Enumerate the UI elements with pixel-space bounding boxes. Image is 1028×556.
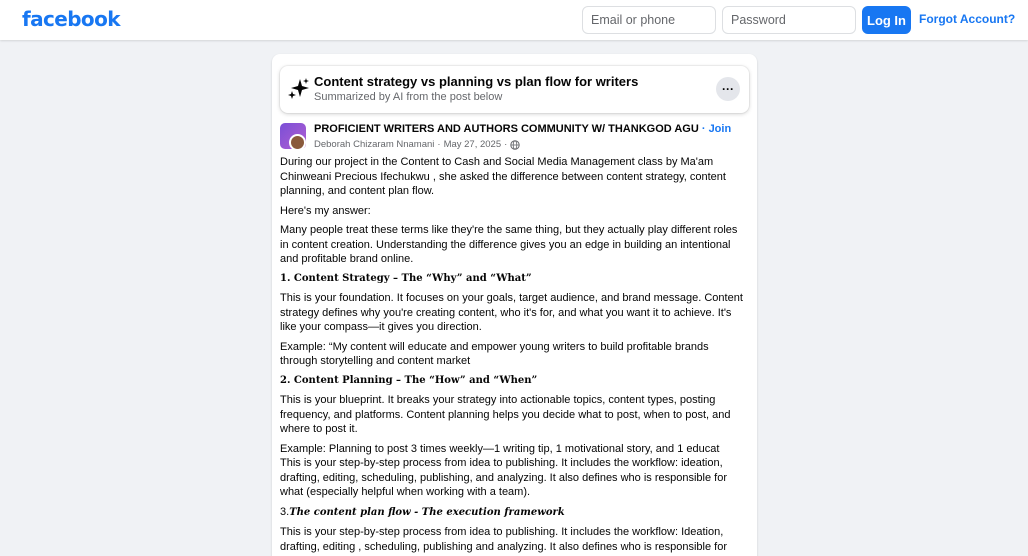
ai-summary-subtitle: Summarized by AI from the post below	[314, 91, 503, 103]
facebook-logo[interactable]: facebook	[22, 7, 120, 31]
section-heading: 1. Content Strategy – The “Why” and “What”	[280, 272, 532, 284]
join-separator: ·	[698, 123, 709, 135]
sparkle-icon	[288, 77, 310, 99]
post-meta	[314, 139, 520, 150]
group-name-link[interactable]: PROFICIENT WRITERS AND AUTHORS COMMUNITY W/ THANKGOD AGU	[314, 123, 699, 135]
forgot-account-link[interactable]: Forgot Account?	[919, 12, 1016, 26]
group-name	[314, 123, 731, 135]
post-paragraph: Here's my answer:	[280, 204, 371, 217]
post-date[interactable]: May 27, 2025	[443, 139, 502, 150]
globe-icon	[510, 140, 520, 150]
join-link[interactable]: Join	[708, 123, 732, 135]
post-paragraph: During our project in the Content to Cash and Social Media Management class by Ma'am Chinweani Precious Ifechukwu , she asked the difference between content strategy, content planning, and content plan flow.	[280, 156, 726, 197]
more-options-button[interactable]: ···	[716, 77, 740, 101]
meta-separator: ·	[437, 139, 441, 150]
ai-summary-box[interactable]	[280, 66, 749, 113]
heading-number: 3.	[280, 505, 290, 518]
post-paragraph: This is your step-by-step process from idea to publishing. It includes the workflow: Ideation, drafting, editing , scheduling, publishing and analyzing. It also defines who is responsible for	[280, 526, 727, 553]
email-input[interactable]	[582, 6, 716, 34]
post-card	[272, 54, 757, 556]
section-heading-3	[280, 505, 744, 521]
login-button[interactable]: Log In	[862, 6, 911, 34]
post-body	[280, 155, 744, 556]
post-paragraph: This is your step-by-step process from idea to publishing. It includes the workflow: ideation, drafting, editing, scheduling, publishing, and analyzing. It also defines who is responsible for what (especially helpful when working with a team).	[280, 457, 727, 498]
password-input[interactable]	[722, 6, 856, 34]
author-avatar[interactable]	[289, 134, 306, 151]
section-heading: 2. Content Planning – The “How” and “When”	[280, 374, 538, 386]
meta-separator-2: ·	[504, 139, 508, 150]
post-paragraph: Example: Planning to post 3 times weekly—1 writing tip, 1 motivational story, and 1 educat	[280, 442, 720, 455]
author-name[interactable]: Deborah Chizaram Nnamani	[314, 139, 435, 150]
top-navigation-bar	[0, 0, 1028, 40]
ai-summary-title[interactable]: Content strategy vs planning vs plan flow for writers	[314, 74, 639, 89]
heading-text: The content plan flow - The execution framework	[289, 506, 565, 518]
post-paragraph: This is your blueprint. It breaks your strategy into actionable topics, content types, posting frequency, and platforms. Content planning helps you decide what to post, when to post, and where to post it.	[280, 394, 731, 435]
post-paragraph: Many people treat these terms like they're the same thing, but they actually play different roles in content creation. Understanding the difference gives you an edge in building an intentional and profitable brand online.	[280, 224, 738, 265]
post-paragraph: Example: “My content will educate and empower young writers to build profitable brands through storytelling and content market	[280, 340, 709, 367]
post-paragraph: This is your foundation. It focuses on your goals, target audience, and brand message. Content strategy defines why you're creating content, who it's for, and what you want it to achieve. It's like your compass—it gives you direction.	[280, 292, 743, 333]
